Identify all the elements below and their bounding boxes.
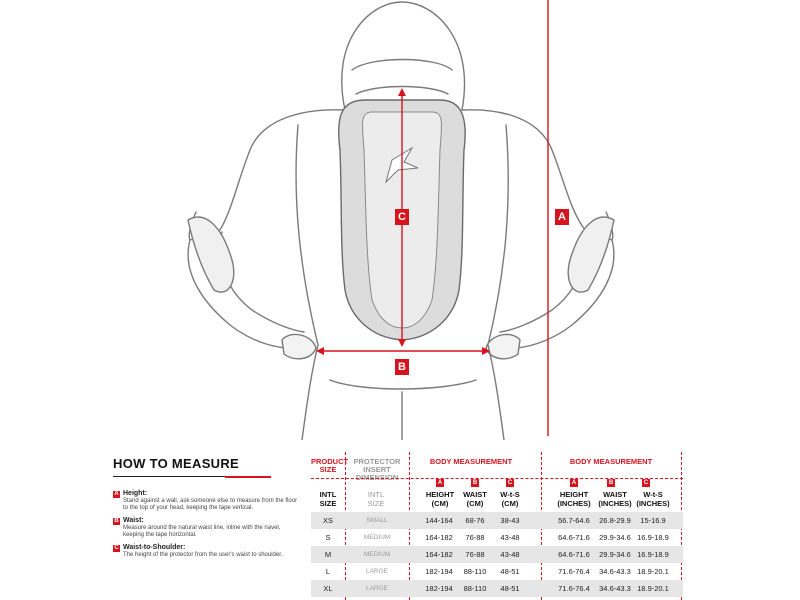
cell-insert: MEDIUM bbox=[363, 551, 391, 558]
cell-waist-in: 29.9-34.6 bbox=[599, 533, 631, 542]
cell-waist-cm: 68-76 bbox=[465, 516, 485, 525]
col-wts-cm: W-t-S (CM) bbox=[500, 490, 520, 508]
cell-waist-in: 34.6-43.3 bbox=[599, 584, 631, 593]
cell-height-cm: 164-182 bbox=[425, 533, 453, 542]
cell-height-in: 64.6-71.6 bbox=[558, 550, 590, 559]
cell-wts-in: 16.9-18.9 bbox=[637, 550, 669, 559]
accent-divider bbox=[225, 476, 271, 478]
col-height-in: HEIGHT (INCHES) bbox=[557, 490, 591, 508]
product-size-header: PRODUCT SIZE bbox=[311, 457, 349, 474]
cell-waist-cm: 88-110 bbox=[463, 584, 487, 593]
table-row bbox=[311, 529, 683, 546]
protector-insert-header: PROTECTOR INSERT DIMENSION bbox=[353, 457, 401, 482]
cell-size: XS bbox=[322, 516, 333, 525]
badge-b: B bbox=[472, 480, 478, 486]
how-to-measure-panel bbox=[113, 456, 303, 558]
table-row bbox=[311, 563, 683, 580]
badge-a: A bbox=[571, 480, 577, 486]
badge-c: C bbox=[507, 480, 513, 486]
cell-insert: LARGE bbox=[365, 585, 389, 592]
how-item-label: Waist: bbox=[123, 517, 144, 524]
col-waist-in: WAIST (INCHES) bbox=[598, 490, 632, 508]
how-item-label: Height: bbox=[123, 490, 148, 497]
cell-waist-in: 34.6-43.3 bbox=[599, 567, 631, 576]
table-row bbox=[311, 580, 683, 597]
cell-wts-in: 18.9-20.1 bbox=[637, 567, 669, 576]
cell-height-in: 71.6-76.4 bbox=[558, 567, 590, 576]
cell-wts-cm: 43-48 bbox=[500, 533, 520, 542]
cell-wts-cm: 38-43 bbox=[500, 516, 520, 525]
how-to-measure-title: HOW TO MEASURE bbox=[113, 456, 240, 471]
badge-a: A bbox=[114, 491, 119, 497]
cell-waist-in: 29.9-34.6 bbox=[599, 550, 631, 559]
cell-height-cm: 144-164 bbox=[425, 516, 453, 525]
cell-insert: SMALL bbox=[366, 517, 388, 524]
badge-c: C bbox=[114, 545, 119, 551]
how-item-desc: Measure around the natural waist line, inline with the navel, keeping the tape horizontal. bbox=[123, 525, 281, 538]
table-row bbox=[311, 512, 683, 529]
intl-size-grey-header: INTL SIZE bbox=[367, 490, 385, 508]
badge-b: B bbox=[114, 518, 119, 524]
cell-wts-in: 15-16.9 bbox=[640, 516, 666, 525]
body-measurement-cm-header: BODY MEASUREMENT bbox=[429, 457, 513, 466]
col-waist-cm: WAIST (CM) bbox=[463, 490, 487, 508]
cell-wts-cm: 43-48 bbox=[500, 550, 520, 559]
cell-wts-cm: 48-51 bbox=[500, 567, 520, 576]
cell-size: M bbox=[324, 550, 332, 559]
cell-height-in: 64.6-71.6 bbox=[558, 533, 590, 542]
cell-waist-cm: 76-88 bbox=[465, 550, 485, 559]
size-chart-table bbox=[311, 452, 683, 600]
jacket-outline bbox=[190, 110, 345, 240]
cell-height-in: 56.7-64.6 bbox=[558, 516, 590, 525]
cell-height-cm: 164-182 bbox=[425, 550, 453, 559]
cell-height-cm: 182-194 bbox=[425, 584, 453, 593]
measure-label-b: B bbox=[395, 359, 409, 375]
cell-height-in: 71.6-76.4 bbox=[558, 584, 590, 593]
cell-wts-in: 18.9-20.1 bbox=[637, 584, 669, 593]
cell-wts-in: 16.9-18.9 bbox=[637, 533, 669, 542]
badge-b: B bbox=[608, 480, 614, 486]
measure-label-c: C bbox=[395, 209, 409, 225]
how-item-label: Waist-to-Shoulder: bbox=[123, 544, 186, 551]
body-measurement-in-header: BODY MEASUREMENT bbox=[569, 457, 653, 466]
cell-height-cm: 182-194 bbox=[425, 567, 453, 576]
cell-wts-cm: 48-51 bbox=[500, 584, 520, 593]
how-item-desc: The height of the protector from the user's waist to shoulder. bbox=[123, 552, 283, 558]
badge-c: C bbox=[643, 480, 649, 486]
how-item-desc: Stand against a wall, ask someone else to measure from the floor to the top of your head, keeping the tape vertical. bbox=[123, 498, 298, 511]
cell-waist-in: 26.8-29.9 bbox=[599, 516, 631, 525]
col-wts-in: W-t-S (INCHES) bbox=[636, 490, 670, 508]
intl-size-header: INTL SIZE bbox=[319, 490, 337, 508]
measure-label-a: A bbox=[555, 209, 569, 225]
cell-waist-cm: 76-88 bbox=[465, 533, 485, 542]
cell-size: XL bbox=[323, 584, 333, 593]
table-divider bbox=[311, 478, 683, 479]
cell-insert: MEDIUM bbox=[363, 534, 391, 541]
cell-insert: LARGE bbox=[365, 568, 389, 575]
table-row bbox=[311, 546, 683, 563]
cell-waist-cm: 88-110 bbox=[463, 567, 487, 576]
badge-a: A bbox=[437, 480, 443, 486]
cell-size: L bbox=[325, 567, 331, 576]
cell-size: S bbox=[325, 533, 331, 542]
col-height-cm: HEIGHT (CM) bbox=[425, 490, 455, 508]
